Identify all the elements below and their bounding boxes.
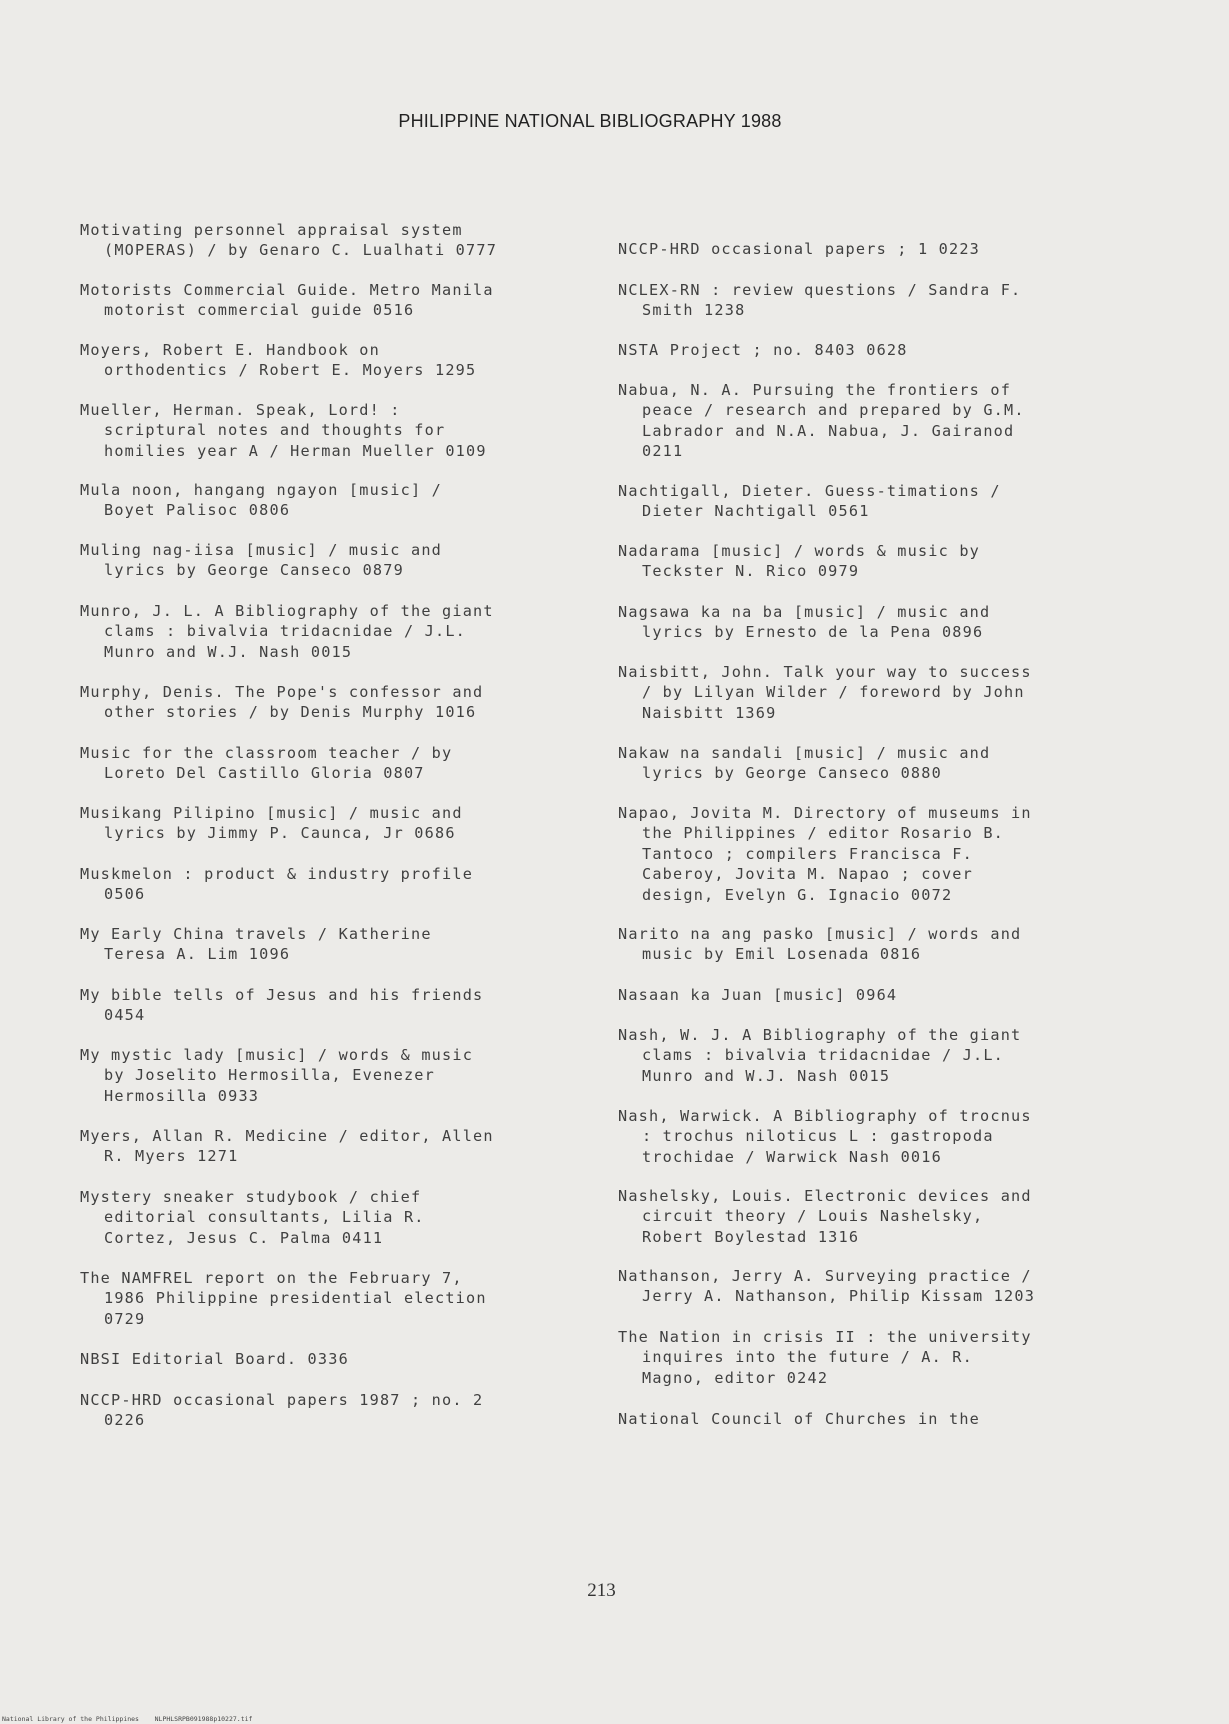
entry-continuation-line: lyrics by George Canseco 0880 [642, 764, 942, 783]
entry-continuation-line: Loreto Del Castillo Gloria 0807 [104, 764, 425, 783]
entry-line: Muskmelon : product & industry profile [80, 865, 474, 883]
bibliography-entry [80, 682, 483, 723]
entry-continuation-line: 0226 [104, 1411, 146, 1430]
entry-line: Napao, Jovita M. Directory of museums in [618, 804, 1032, 822]
entry-continuation-line: Cortez, Jesus C. Palma 0411 [104, 1228, 384, 1247]
bibliography-entry [618, 743, 990, 784]
bibliography-entry [618, 239, 980, 259]
bibliography-entry [618, 1106, 1032, 1167]
entry-continuation-line: 0454 [104, 1006, 146, 1025]
entry-continuation-line: 0729 [104, 1309, 146, 1328]
bibliography-entry [80, 400, 487, 461]
entry-continuation-line: music by Emil Losenada 0816 [642, 945, 922, 964]
entry-continuation-line: motorist commercial guide 0516 [104, 301, 415, 320]
entry-continuation-line: Tantoco ; compilers Francisca F. [642, 844, 973, 863]
entry-continuation-line: other stories / by Denis Murphy 1016 [104, 703, 477, 722]
bibliography-entry [80, 480, 442, 521]
entry-line: Myers, Allan R. Medicine / editor, Allen [80, 1127, 494, 1145]
entry-continuation-line: Robert Boylestad 1316 [642, 1227, 860, 1246]
entry-line: The NAMFREL report on the February 7, [80, 1269, 463, 1287]
entry-continuation-line: scriptural notes and thoughts for [104, 421, 446, 440]
entry-line: NCCP-HRD occasional papers ; 1 0223 [618, 240, 981, 258]
bibliography-entry [80, 540, 442, 581]
bibliography-entry [618, 985, 897, 1005]
bibliography-entry [618, 662, 1032, 723]
entry-continuation-line: Smith 1238 [642, 301, 746, 320]
entry-continuation-line: Caberoy, Jovita M. Napao ; cover [642, 865, 973, 884]
entry-line: Motorists Commercial Guide. Metro Manila [80, 281, 494, 299]
bibliography-entry [618, 602, 990, 643]
entry-line: Nachtigall, Dieter. Guess-timations / [618, 482, 1001, 500]
bibliography-entry [618, 340, 908, 360]
entry-continuation-line: 1986 Philippine presidential election [104, 1289, 487, 1308]
bibliography-entry [618, 924, 1021, 965]
entry-line: Munro, J. L. A Bibliography of the giant [80, 602, 494, 620]
bibliography-entry [80, 280, 494, 321]
entry-line: Nash, Warwick. A Bibliography of trocnus [618, 1107, 1032, 1125]
entry-continuation-line: / by Lilyan Wilder / foreword by John [642, 683, 1025, 702]
entry-continuation-line: by Joselito Hermosilla, Evenezer [104, 1066, 435, 1085]
entry-continuation-line: peace / research and prepared by G.M. [642, 401, 1025, 420]
bibliography-entry [80, 864, 473, 905]
entry-line: Mueller, Herman. Speak, Lord! : [80, 401, 401, 419]
entry-continuation-line: clams : bivalvia tridacnidae / J.L. [642, 1046, 1005, 1065]
entry-line: The Nation in crisis II : the university [618, 1328, 1032, 1346]
bibliography-entry [618, 1186, 1032, 1247]
bibliography-entry [618, 280, 1021, 321]
bibliography-entry [80, 1126, 494, 1167]
bibliography-entry [80, 220, 497, 261]
entry-line: NSTA Project ; no. 8403 0628 [618, 341, 908, 359]
entry-line: Nasaan ka Juan [music] 0964 [618, 986, 898, 1004]
entry-line: Mystery sneaker studybook / chief [80, 1188, 422, 1206]
entry-continuation-line: Magno, editor 0242 [642, 1368, 829, 1387]
entry-continuation-line: lyrics by Jimmy P. Caunca, Jr 0686 [104, 824, 456, 843]
entry-line: Murphy, Denis. The Pope's confessor and [80, 683, 484, 701]
bibliography-entry [80, 1268, 487, 1329]
entry-continuation-line: orthodentics / Robert E. Moyers 1295 [104, 361, 477, 380]
scan-footer: National Library of the Philippines NLPHLSRPB091988p10227.tif [2, 1715, 253, 1723]
bibliography-entry [80, 1349, 349, 1369]
entry-continuation-line: homilies year A / Herman Mueller 0109 [104, 441, 487, 460]
bibliography-entry [80, 601, 494, 662]
entry-continuation-line: editorial consultants, Lilia R. [104, 1208, 425, 1227]
entry-continuation-line: lyrics by George Canseco 0879 [104, 561, 404, 580]
entry-continuation-line: (MOPERAS) / by Genaro C. Lualhati 0777 [104, 241, 498, 260]
bibliography-entry [80, 1045, 473, 1106]
entry-continuation-line: Teckster N. Rico 0979 [642, 562, 860, 581]
entry-continuation-line: clams : bivalvia tridacnidae / J.L. [104, 622, 467, 641]
bibliography-entry [80, 985, 483, 1026]
entry-line: Nagsawa ka na ba [music] / music and [618, 603, 991, 621]
bibliography-entry [80, 743, 452, 784]
entry-line: My Early China travels / Katherine [80, 925, 432, 943]
entry-line: Mula noon, hangang ngayon [music] / [80, 481, 443, 499]
entry-continuation-line: circuit theory / Louis Nashelsky, [642, 1207, 984, 1226]
entry-continuation-line: Hermosilla 0933 [104, 1086, 260, 1105]
bibliography-entry [80, 924, 432, 965]
entry-continuation-line: Munro and W.J. Nash 0015 [642, 1066, 891, 1085]
entry-continuation-line: R. Myers 1271 [104, 1147, 239, 1166]
bibliography-entry [618, 1327, 1032, 1388]
entry-continuation-line: Jerry A. Nathanson, Philip Kissam 1203 [642, 1287, 1036, 1306]
bibliography-entry [80, 803, 463, 844]
entry-continuation-line: lyrics by Ernesto de la Pena 0896 [642, 623, 984, 642]
entry-line: Naisbitt, John. Talk your way to success [618, 663, 1032, 681]
entry-line: Moyers, Robert E. Handbook on [80, 341, 380, 359]
page-title: PHILIPPINE NATIONAL BIBLIOGRAPHY 1988 [398, 111, 782, 131]
entry-line: Nathanson, Jerry A. Surveying practice / [618, 1267, 1032, 1285]
entry-continuation-line: Teresa A. Lim 1096 [104, 945, 291, 964]
entry-line: NBSI Editorial Board. 0336 [80, 1350, 349, 1368]
bibliography-entry [618, 803, 1032, 905]
entry-line: Nakaw na sandali [music] / music and [618, 744, 991, 762]
entry-line: Motivating personnel appraisal system [80, 221, 463, 239]
entry-line: National Council of Churches in the [618, 1410, 981, 1428]
bibliography-entry [80, 1390, 483, 1431]
entry-continuation-line: Dieter Nachtigall 0561 [642, 502, 870, 521]
entry-continuation-line: design, Evelyn G. Ignacio 0072 [642, 885, 953, 904]
bibliography-entry [618, 1409, 980, 1429]
entry-continuation-line: the Philippines / editor Rosario B. [642, 824, 1005, 843]
bibliography-entry [618, 1266, 1035, 1307]
bibliography-entry [618, 380, 1025, 462]
entry-line: Narito na ang pasko [music] / words and [618, 925, 1022, 943]
entry-line: Muling nag-iisa [music] / music and [80, 541, 443, 559]
entry-line: Nash, W. J. A Bibliography of the giant [618, 1026, 1022, 1044]
bibliography-entry [618, 481, 1001, 522]
entry-continuation-line: 0211 [642, 442, 684, 461]
entry-continuation-line: Naisbitt 1369 [642, 703, 777, 722]
entry-continuation-line: Labrador and N.A. Nabua, J. Gairanod [642, 421, 1015, 440]
entry-continuation-line: Munro and W.J. Nash 0015 [104, 642, 353, 661]
entry-continuation-line: : trochus niloticus L : gastropoda [642, 1127, 994, 1146]
bibliography-entry [618, 1025, 1021, 1086]
entry-line: Nabua, N. A. Pursuing the frontiers of [618, 381, 1012, 399]
entry-continuation-line: inquires into the future / A. R. [642, 1348, 973, 1367]
entry-line: Nashelsky, Louis. Electronic devices and [618, 1187, 1032, 1205]
entry-line: Musikang Pilipino [music] / music and [80, 804, 463, 822]
entry-line: My mystic lady [music] / words & music [80, 1046, 474, 1064]
bibliography-entry [618, 541, 980, 582]
bibliography-entry [80, 340, 476, 381]
page-number: 213 [587, 1580, 616, 1601]
entry-line: NCLEX-RN : review questions / Sandra F. [618, 281, 1022, 299]
entry-line: Music for the classroom teacher / by [80, 744, 453, 762]
entry-continuation-line: Boyet Palisoc 0806 [104, 501, 291, 520]
entry-continuation-line: 0506 [104, 885, 146, 904]
bibliography-entry [80, 1187, 425, 1248]
entry-line: NCCP-HRD occasional papers 1987 ; no. 2 [80, 1391, 484, 1409]
entry-continuation-line: trochidae / Warwick Nash 0016 [642, 1147, 942, 1166]
entry-line: My bible tells of Jesus and his friends [80, 986, 484, 1004]
entry-line: Nadarama [music] / words & music by [618, 542, 981, 560]
